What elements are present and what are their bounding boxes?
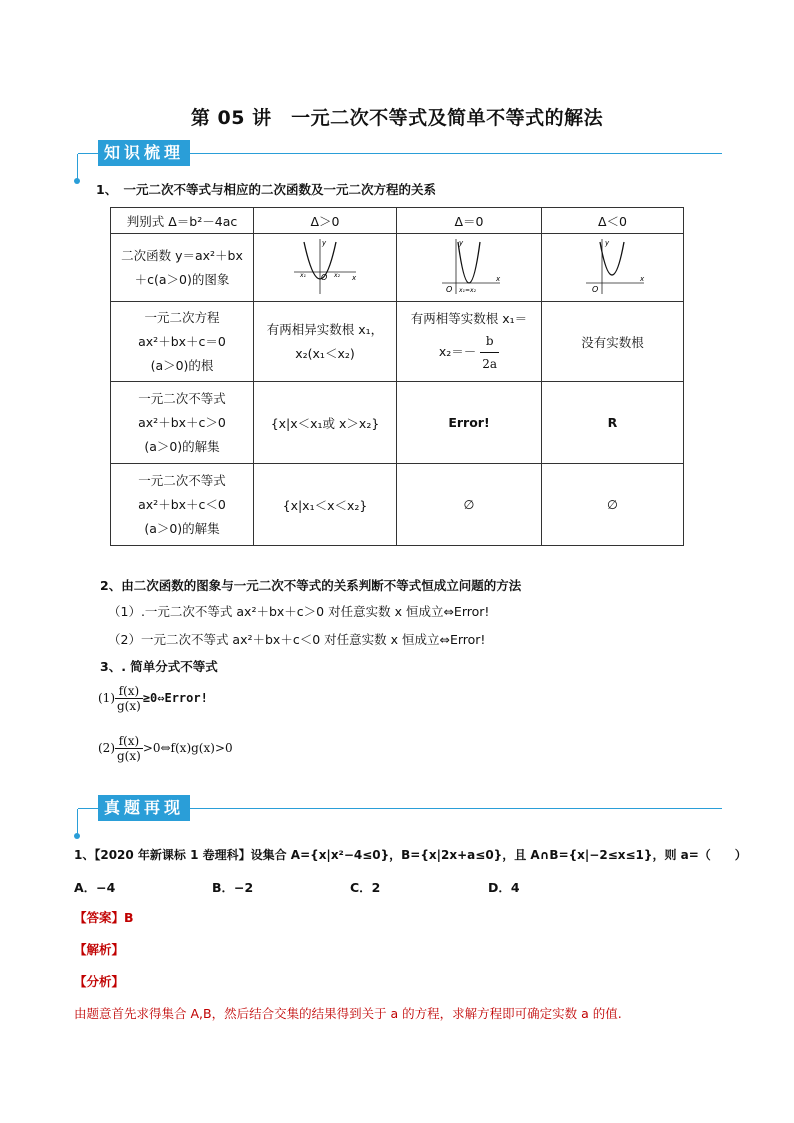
svg-text:x₁=x₂: x₁=x₂ [459,287,476,294]
eq-pos: 有两相异实数根 x₁， x₂(x₁＜x₂) [254,302,397,382]
parabola-two-roots-graph [290,236,360,296]
section-header-exam [72,795,722,835]
fraction-b-over-2a: $\frac{b}{2a}$ [480,330,499,375]
eq-zero: 有两相等实数根 x₁＝ x₂＝－ $\frac{b}{2a}$ [397,302,542,382]
page-title: 第 05 讲 一元二次不等式及简单不等式的解法 [190,107,604,129]
lt-neg: ∅ [542,464,684,546]
item1-heading: 1、 一元二次不等式与相应的二次函数及一元二次方程的关系 [96,182,436,197]
table-row-graph [111,234,684,302]
section-label: 真题再现 [98,795,190,821]
lt-zero: ∅ [397,464,542,546]
svg-text:y: y [459,239,464,247]
svg-text:y: y [604,239,609,247]
item2-line1: （1）.一元二次不等式 ax²＋bx＋c＞0 对任意实数 x 恒成立⇔Error! [108,604,490,619]
table-row-gt [111,382,684,464]
fenxi-label: 【分析】 [74,974,125,989]
svg-text:O: O [446,285,453,294]
header-discriminant: 判别式 Δ＝b²－4ac [111,208,254,234]
svg-text:x₁: x₁ [300,272,306,279]
eq-row-label: 一元二次方程 ax²＋bx＋c＝0 (a＞0)的根 [111,302,254,382]
item2-line2: （2）一元二次不等式 ax²＋bx＋c＜0 对任意实数 x 恒成立⇔Error! [108,632,486,647]
question-stem: 1、【2020 年新课标 1 卷理科】设集合 A={x|x²−4≤0}，B={x|2x+a≤0}，且 A∩B={x|−2≤x≤1}，则 a=（ ） [74,848,747,862]
svg-text:x: x [496,275,501,283]
option-d: D．4 [488,880,520,895]
svg-text:x₂: x₂ [334,272,340,279]
header-zero: Δ＝0 [397,208,542,234]
table-header-row [111,208,684,234]
section-header-knowledge [72,140,722,180]
svg-text:x: x [352,274,357,282]
table-row-lt [111,464,684,546]
fraction-inequality-1: (1) $\frac{f(x)}{g(x)}$ ≥0⇔Error! [98,684,208,713]
gt-row-label: 一元二次不等式 ax²＋bx＋c＞0 (a＞0)的解集 [111,382,254,464]
parabola-one-root-graph [434,236,504,296]
svg-text:x: x [639,275,644,283]
graph-row-label: 二次函数 y＝ax²＋bx ＋c(a＞0)的图象 [111,234,254,302]
section-dot [74,178,80,184]
gt-pos: {x|x＜x₁或 x＞x₂} [254,382,397,464]
analysis-label: 【解析】 [74,942,125,957]
table-row-equation [111,302,684,382]
lt-row-label: 一元二次不等式 ax²＋bx＋c＜0 (a＞0)的解集 [111,464,254,546]
graph-neg [542,234,684,302]
section-dot [74,833,80,839]
parabola-no-root-graph [578,236,648,296]
graph-pos [254,234,397,302]
lt-pos: {x|x₁＜x＜x₂} [254,464,397,546]
fraction-inequality-2: (2) $\frac{f(x)}{g(x)}$ >0⇔f(x)g(x)>0 [98,734,233,763]
svg-text:O: O [321,273,328,282]
gt-zero: Error! [397,382,542,464]
item3-heading: 3、. 简单分式不等式 [100,659,218,674]
eq-neg: 没有实数根 [542,302,684,382]
header-neg: Δ＜0 [542,208,684,234]
section-label: 知识梳理 [98,140,190,166]
option-c: C．2 [350,880,381,895]
svg-text:y: y [322,239,327,247]
graph-zero [397,234,542,302]
gt-neg: R [542,382,684,464]
option-b: B．−2 [212,880,254,895]
header-pos: Δ＞0 [254,208,397,234]
answer-label: 【答案】B [74,910,134,925]
explanation-text: 由题意首先求得集合 A,B，然后结合交集的结果得到关于 a 的方程，求解方程即可确定实数 a 的值. [74,1006,622,1021]
svg-text:O: O [591,285,598,294]
item2-heading: 2、由二次函数的图象与一元二次不等式的关系判断不等式恒成立问题的方法 [100,578,522,593]
option-a: A．−4 [74,880,116,895]
relation-table [110,207,684,546]
